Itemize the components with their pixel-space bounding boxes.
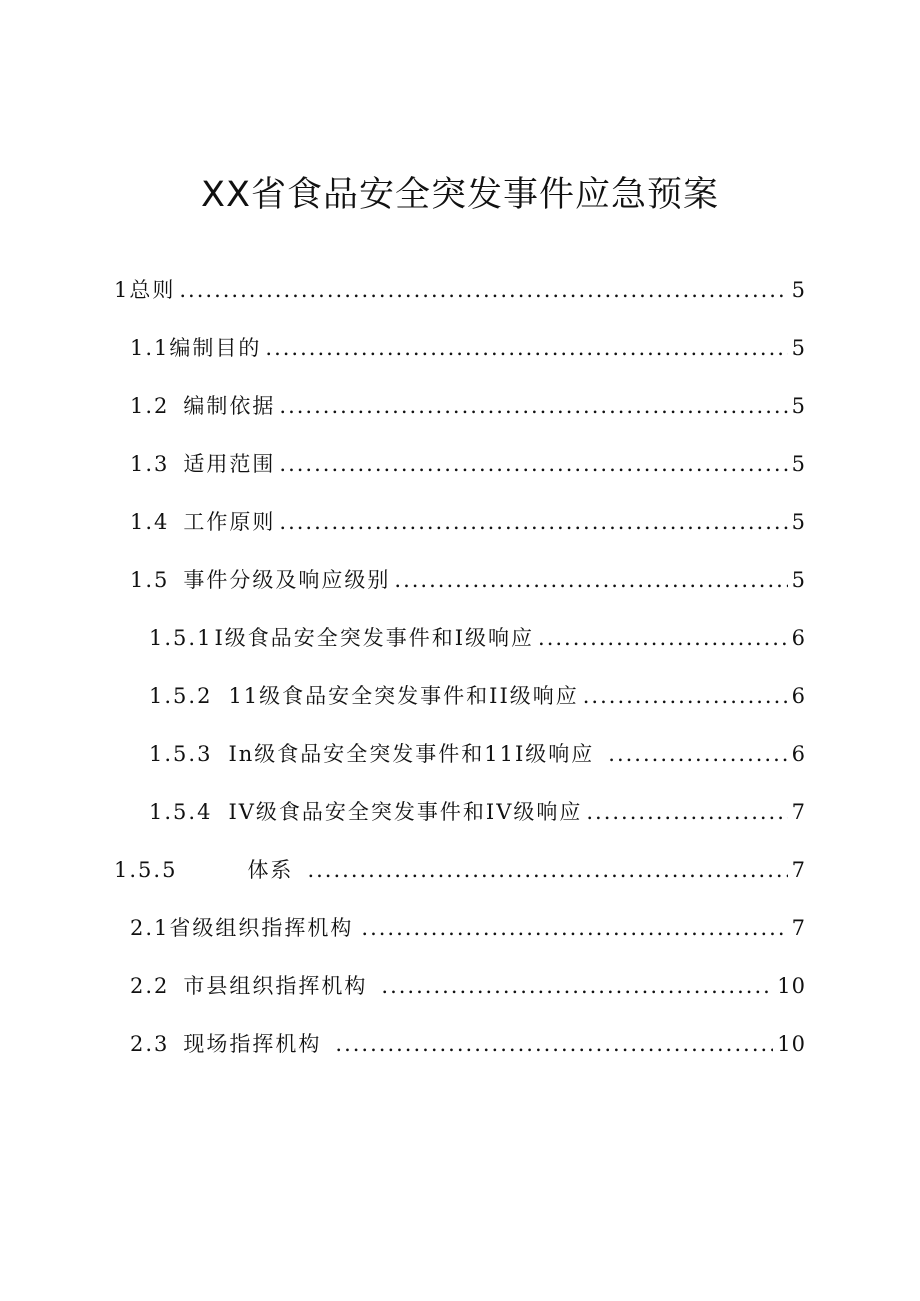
toc-entry-title: 体系 [247,858,294,882]
toc-dot-leader [583,674,788,718]
toc-entry-page: 6 [791,626,806,650]
toc-entry-title: 省级组织指挥机构 [169,916,354,940]
toc-entry-number: 1.5.4 [149,800,213,824]
toc-entry-title: 工作原则 [183,510,276,534]
toc-dot-leader [394,558,787,602]
toc-entry[interactable] [130,906,806,950]
toc-entry-title: 总则 [129,278,176,302]
toc-dot-leader [279,442,787,486]
toc-dot-leader [179,268,787,312]
toc-entry[interactable] [149,616,806,660]
toc-entry-page: 10 [777,1032,806,1056]
toc-entry-page: 5 [791,452,806,476]
toc-entry[interactable] [130,326,806,370]
toc-entry[interactable] [114,268,806,312]
toc-dot-leader [265,326,787,370]
toc-entry-number: 1.5.2 [149,684,213,708]
toc-entry[interactable] [149,732,806,776]
toc-entry-page: 10 [777,974,806,998]
toc-entry[interactable] [130,500,806,544]
toc-entry[interactable] [130,1022,806,1066]
toc-dot-leader [608,732,787,776]
document-title: XX省食品安全突发事件应急预案 [201,175,719,215]
toc-entry-number: 1.5.1 [149,626,213,650]
toc-dot-leader [586,790,787,834]
toc-entry-page: 5 [791,510,806,534]
toc-entry-number: 2.3 [130,1032,170,1056]
toc-dot-leader [335,1022,773,1066]
toc-entry-page: 6 [791,742,806,766]
toc-entry-number: 1.5.3 [149,742,213,766]
toc-entry-title: 11级食品安全突发事件和II级响应 [228,684,579,708]
toc-entry-number: 1.5.5 [114,858,178,882]
toc-entry[interactable] [130,384,806,428]
toc-dot-leader [381,964,773,1008]
toc-dot-leader [307,848,787,892]
toc-entry-title: IV级食品安全突发事件和IV级响应 [228,800,583,824]
toc-dot-leader [538,616,788,660]
toc-entry[interactable] [130,442,806,486]
toc-entry-page: 7 [791,800,806,824]
toc-entry-page: 5 [791,278,806,302]
toc-entry-title: In级食品安全突发事件和11I级响应 [228,742,595,766]
toc-entry-title: 市县组织指挥机构 [183,974,368,998]
toc-entry-page: 5 [791,568,806,592]
toc-entry[interactable] [149,674,806,718]
toc-entry[interactable] [130,964,806,1008]
toc-entry[interactable] [114,848,806,892]
toc-entry-number: 1 [114,278,130,302]
toc-entry-title: 现场指挥机构 [183,1032,322,1056]
toc-entry-number: 1.1 [130,336,170,360]
toc-entry-title: 适用范围 [183,452,276,476]
toc-dot-leader [361,906,787,950]
toc-entry-title: 事件分级及响应级别 [183,568,391,592]
toc-entry-number: 1.2 [130,394,170,418]
toc-entry[interactable] [130,558,806,602]
toc-dot-leader [279,500,787,544]
toc-entry-number: 1.3 [130,452,170,476]
toc-entry-page: 7 [791,858,806,882]
toc-entry[interactable] [149,790,806,834]
toc-entry-number: 2.1 [130,916,170,940]
toc-entry-number: 1.5 [130,568,170,592]
toc-entry-page: 5 [791,336,806,360]
toc-entry-page: 7 [791,916,806,940]
toc-entry-title: 编制目的 [169,336,262,360]
toc-entry-page: 6 [791,684,806,708]
toc-entry-number: 1.4 [130,510,170,534]
toc-dot-leader [279,384,787,428]
toc-entry-title: 编制依据 [183,394,276,418]
toc-entry-page: 5 [791,394,806,418]
toc-entry-number: 2.2 [130,974,170,998]
toc-entry-title: I级食品安全突发事件和Ⅰ级响应 [214,626,535,650]
